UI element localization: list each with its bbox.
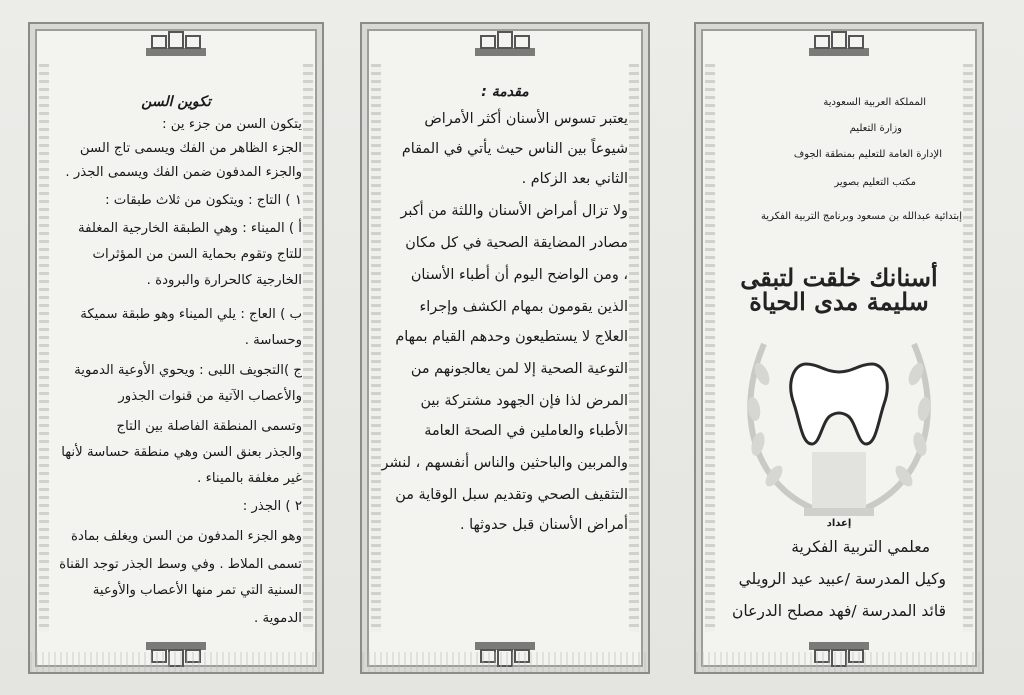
text-line: والجزء المدفون ضمن الفك ويسمى الجذر . <box>65 165 302 180</box>
border-band <box>963 64 973 632</box>
ornament-top-icon <box>144 30 208 60</box>
panel-tooth-structure <box>28 22 324 674</box>
prepared-by-label: إعداد <box>826 518 852 529</box>
border-band <box>629 64 639 632</box>
text-line: وحساسة . <box>244 333 302 348</box>
header-line: إبتدائية عبدالله بن مسعود وبرنامج التربية الفكرية <box>760 211 962 222</box>
border-band <box>303 64 313 632</box>
text-line: أمراض الأسنان قبل حدوثها . <box>459 517 628 533</box>
cover-headline: أسنانك خلقت لتبقى سليمة مدى الحياة <box>740 263 938 316</box>
print-noise <box>696 652 982 672</box>
text-line: وتسمى المنطقة الفاصلة بين التاج <box>116 419 302 434</box>
header-line: وزارة التعليم <box>849 123 902 134</box>
text-line: ٢ ) الجذر : <box>242 499 302 514</box>
header-line: الإدارة العامة للتعليم بمنطقة الجوف <box>793 149 942 160</box>
text-line: للتاج وتقوم بحماية السن من المؤثرات <box>92 247 302 262</box>
credit-line: معلمي التربية الفكرية <box>791 538 930 556</box>
text-line: ١ ) التاج : ويتكون من ثلاث طبقات : <box>105 193 302 208</box>
text-line: أ ) الميناء : وهي الطبقة الخارجية المغلفة <box>77 221 302 236</box>
print-noise <box>30 652 322 672</box>
text-line: التوعية الصحية إلا لمن يعالجونهم من <box>410 361 628 377</box>
credit-line: قائد المدرسة /فهد مصلح الدرعان <box>732 602 946 620</box>
border-band <box>705 64 715 632</box>
text-line: الدموية . <box>254 611 302 626</box>
header-line: مكتب التعليم بصوير <box>834 177 916 188</box>
text-line: الخارجية كالحرارة والبرودة . <box>146 273 302 288</box>
border-band <box>371 64 381 632</box>
text-line: تسمى الملاط . وفي وسط الجذر توجد القناة <box>59 557 302 572</box>
text-line: المرض لذا فإن الجهود مشتركة بين <box>420 393 628 409</box>
text-line: ، ومن الواضح اليوم أن أطباء الأسنان <box>410 267 628 283</box>
text-line: الثاني بعد الزكام . <box>521 171 628 187</box>
text-line: الذين يقومون بمهام الكشف وإجراء <box>419 299 628 315</box>
text-line: الجزء الظاهر من الفك ويسمى تاج السن <box>79 141 302 156</box>
text-line: والجذر بعنق السن وهي منطقة حساسة لأنها <box>61 445 302 460</box>
border-band <box>39 64 49 632</box>
text-line: مصادر المضايقة الصحية في كل مكان <box>405 235 628 251</box>
text-line: والمربين والباحثين والناس أنفسهم ، لنشر <box>381 455 628 471</box>
credit-line: وكيل المدرسة /عبيد عيد الرويلي <box>738 570 946 588</box>
panel-introduction <box>360 22 650 674</box>
text-line: ب ) العاج : يلي الميناء وهو طبقة سميكة <box>80 307 302 322</box>
text-line: وهو الجزء المدفون من السن ويغلف بمادة <box>71 529 302 544</box>
ornament-top-icon <box>473 30 537 60</box>
text-line: العلاج لا يستطيعون وحدهم القيام بمهام <box>395 329 628 345</box>
text-line: ولا تزال أمراض الأسنان واللثة من أكبر <box>400 203 628 219</box>
ornament-top-icon <box>807 30 871 60</box>
text-line: التثقيف الصحي وتقديم سبل الوقاية من <box>395 487 628 503</box>
text-line: يتكون السن من جزء ين : <box>162 117 302 132</box>
text-line: يعتبر تسوس الأسنان أكثر الأمراض <box>424 111 628 127</box>
text-line: السنية التي تمر منها الأعصاب والأوعية <box>92 583 302 598</box>
section-title: تكوين السن <box>141 94 211 110</box>
text-line: غير مغلفة بالميناء . <box>197 471 302 486</box>
section-title: مقدمة : <box>481 84 529 100</box>
print-noise <box>362 652 648 672</box>
text-line: شيوعاً بين الناس حيث يأتي في المقام <box>401 141 628 157</box>
text-line: الأطباء والعاملين في الصحة العامة <box>424 423 628 439</box>
tooth-emblem-icon <box>734 304 944 534</box>
panel-cover <box>694 22 984 674</box>
text-line: ج )التجويف اللبى : ويحوي الأوعية الدموية <box>74 363 302 378</box>
header-line: المملكة العربية السعودية <box>823 97 926 108</box>
text-line: والأعصاب الآتية من قنوات الجذور <box>118 389 302 404</box>
